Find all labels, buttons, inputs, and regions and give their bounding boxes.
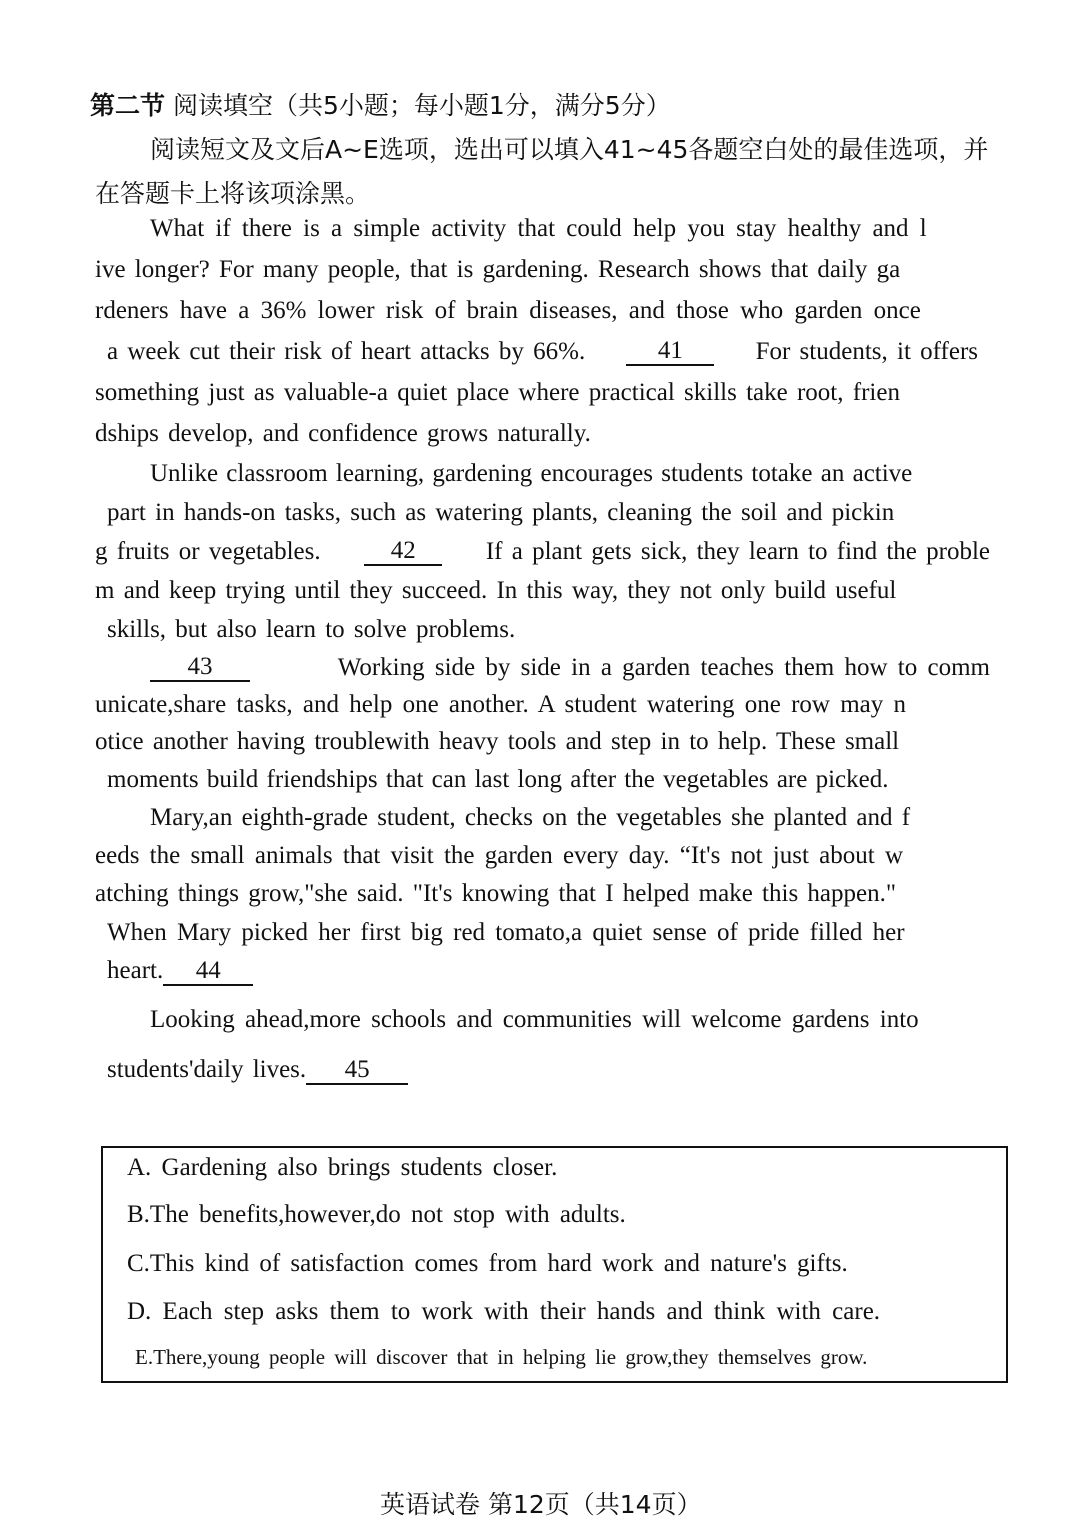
- option-b[interactable]: B.The benefits,however,do not stop with adults.: [127, 1201, 626, 1228]
- p4-line-5: [107, 957, 253, 986]
- blank-43[interactable]: 43: [150, 654, 250, 682]
- p2-line-1: Unlike classroom learning, gardening encourages students totake an active: [150, 460, 913, 487]
- option-d[interactable]: D. Each step asks them to work with their hands and think with care.: [127, 1298, 881, 1325]
- p4-line-3: atching things grow,"she said. "It's knowing that I helped make this happen.": [95, 880, 897, 907]
- p5-line-2-text: students'daily lives.: [107, 1056, 307, 1083]
- p2-line-3-rest: If a plant gets sick, they learn to find the proble: [485, 538, 990, 565]
- p1-line-5: something just as valuable-a quiet place where practical skills take root, frien: [95, 379, 900, 406]
- page-footer: 英语试卷 第12页（共14页）: [380, 1490, 702, 1519]
- p4-line-4: When Mary picked her first big red tomato,a quiet sense of pride filled her: [107, 919, 905, 946]
- blank-45[interactable]: 45: [306, 1057, 408, 1085]
- p1-line-4: [107, 338, 978, 366]
- p1-line-2: ive longer? For many people, that is gardening. Research shows that daily ga: [95, 256, 901, 283]
- p5-line-1: Looking ahead,more schools and communities will welcome gardens into: [150, 1006, 919, 1033]
- p2-line-2: part in hands-on tasks, such as watering plants, cleaning the soil and pickin: [107, 499, 895, 526]
- p2-line-3-text: g fruits or vegetables.: [95, 538, 321, 565]
- p3-line-4: moments build friendships that can last long after the vegetables are picked.: [107, 766, 889, 793]
- blank-42[interactable]: 42: [364, 538, 442, 566]
- instruction-line-1: 阅读短文及文后A~E选项，选出可以填入41~45各题空白处的最佳选项，并: [150, 135, 989, 164]
- p3-line-3: otice another having troublewith heavy tools and step in to help. These small: [95, 728, 900, 755]
- p2-line-4: m and keep trying until they succeed. In this way, they not only build useful: [95, 577, 897, 604]
- p2-line-3: [95, 538, 990, 566]
- option-c[interactable]: C.This kind of satisfaction comes from hard work and nature's gifts.: [127, 1250, 848, 1277]
- p4-line-5-text: heart.: [107, 957, 164, 984]
- option-e[interactable]: E.There,young people will discover that in helping lie grow,they themselves grow.: [135, 1345, 868, 1369]
- p1-line-3: rdeners have a 36% lower risk of brain diseases, and those who garden once: [95, 297, 921, 324]
- p3-line-1-text: Working side by side in a garden teaches them how to comm: [337, 654, 990, 681]
- blank-44[interactable]: 44: [163, 958, 253, 986]
- instruction-line-2: 在答题卡上将该项涂黑。: [95, 179, 371, 208]
- p4-line-1: Mary,an eighth-grade student, checks on the vegetables she planted and f: [150, 804, 911, 831]
- section-title: [90, 86, 671, 122]
- option-a[interactable]: A. Gardening also brings students closer.: [127, 1154, 558, 1181]
- p3-line-2: unicate,share tasks, and help one another. A student watering one row may n: [95, 691, 906, 718]
- p4-line-2: eeds the small animals that visit the garden every day. “It's not just about w: [95, 842, 904, 869]
- p5-line-2: [107, 1056, 408, 1085]
- section-title-bold: 第二节: [90, 91, 166, 120]
- p2-line-5: skills, but also learn to solve problems.: [107, 616, 516, 643]
- p1-line-4-rest: For students, it offers: [755, 338, 978, 365]
- p1-line-4-text: a week cut their risk of heart attacks by 66%.: [107, 338, 586, 365]
- p1-line-1: What if there is a simple activity that could help you stay healthy and l: [150, 215, 927, 242]
- p3-line-1: [150, 654, 990, 682]
- p1-line-6: dships develop, and confidence grows naturally.: [95, 420, 591, 447]
- section-title-rest: 阅读填空（共5小题；每小题1分，满分5分）: [172, 91, 671, 120]
- blank-41[interactable]: 41: [626, 338, 714, 366]
